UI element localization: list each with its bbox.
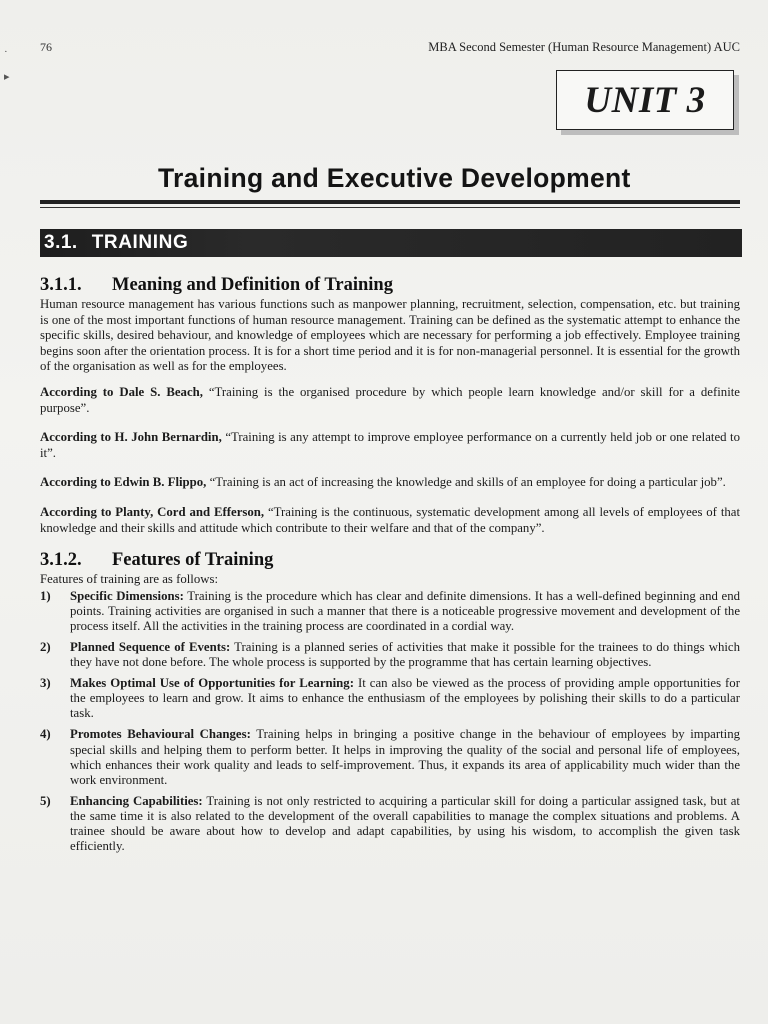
list-index: 5) <box>40 793 51 808</box>
list-description: Training is a planned series of activities that make it possible for the trainees to do things which they have not done before. The whole process is supported by the programme that has certain learning objectives. <box>70 640 740 670</box>
subsection-title: Features of Training <box>112 550 274 571</box>
list-text <box>70 640 740 670</box>
list-description: It can also be viewed as the process of providing ample opportunities for the employees to learn and grow. It aims to enhance the enthusiasm of the employees by polishing their skills to do a particular task. <box>70 676 740 721</box>
features-intro: Features of training are as follows: <box>40 572 219 587</box>
list-description: Training helps in bringing a positive change in the behaviour of employees by imparting special skills and helping them to perform better. It helps in improving the quality of the social and personal life of employees, which enhances their work quality and leads to self-improvement. Thus, it expands its area of applicability much wider than the work environment. <box>70 727 740 787</box>
features-list <box>40 589 740 855</box>
list-item <box>40 727 740 787</box>
list-item <box>40 640 740 670</box>
quote-author: According to Dale S. Beach, <box>40 384 203 399</box>
list-item <box>40 589 740 634</box>
quote-author: According to Edwin B. Flippo, <box>40 475 207 490</box>
subsection-heading-features <box>40 550 740 571</box>
list-text <box>70 589 740 634</box>
quote-text: “Training is an act of increasing the knowledge and skills of an employee for doing a particular job”. <box>206 475 726 490</box>
list-description: Training is not only restricted to acquiring a particular skill for doing a particular assigned task, but at the same time it is also related to the development of the overall capabilities to manage the complex situations and problems. A trainee should be aware about how to develop and adapt capabilities, by using his wisdom, to accomplish the given task efficiently. <box>70 793 740 854</box>
definition-quote <box>40 430 740 461</box>
quote-author: According to H. John Bernardin, <box>40 430 222 445</box>
list-term: Planned Sequence of Events: <box>70 640 231 654</box>
definition-quote <box>40 505 740 536</box>
body-paragraph: Human resource management has various functions such as manpower planning, recruitment, selection, compensation, etc. but training is one of the most important functions of human resource management. Training can be defined as the systematic attempt to enhance the specific skills, desired behaviour, and knowledge of employees which are necessary for performing a job effectively. Employee training begins soon after the orientation process. It is for a short time period and it is for non-managerial personnel. It is essential for the growth of the organisation as well as for the employees. <box>40 297 740 374</box>
unit-label: UNIT 3 <box>584 79 706 121</box>
title-rule-thick <box>40 200 740 204</box>
subsection-number: 3.1.2. <box>40 550 82 571</box>
quote-text: “Training is the continuous, systematic development among all levels of employees of that knowledge and their skills and attitude which contribute to their welfare and that of the company”. <box>40 504 741 535</box>
list-index: 1) <box>40 588 51 603</box>
list-term: Makes Optimal Use of Opportunities for Learning: <box>70 676 354 691</box>
margin-speck: · <box>4 46 8 58</box>
list-text <box>70 727 740 787</box>
quote-author: According to Planty, Cord and Efferson, <box>40 504 265 519</box>
section-number: 3.1. <box>44 232 78 253</box>
list-term: Promotes Behavioural Changes: <box>70 727 251 742</box>
subsection-title: Meaning and Definition of Training <box>112 275 393 295</box>
definition-quote <box>40 475 740 491</box>
subsection-number: 3.1.1. <box>40 275 82 295</box>
quote-text: “Training is any attempt to improve employee performance on a currently held job or one related to it”. <box>40 430 740 460</box>
list-item <box>40 794 740 854</box>
page-content <box>40 275 740 860</box>
list-index: 4) <box>40 727 51 742</box>
quote-text: “Training is the organised procedure by which people learn knowledge and/or skill for a definite purpose”. <box>40 384 740 415</box>
list-index: 3) <box>40 676 51 691</box>
definition-quote <box>40 385 740 416</box>
title-rule-thin <box>40 207 740 208</box>
list-text <box>70 676 740 721</box>
list-text <box>70 794 740 854</box>
page-number: 76 <box>40 40 52 54</box>
chapter-title: Training and Executive Development <box>158 163 631 193</box>
subsection-heading-meaning <box>40 275 740 296</box>
list-description: Training is the procedure which has clear and definite dimensions. It has a well-defined beginning and end points. Training activities are organised in such a manner that there is a noticeable progressive movement and development of the process itself. All the activities in the training process are coordinated in a cordial way. <box>70 588 740 633</box>
section-heading-bar <box>40 229 742 257</box>
running-header: MBA Second Semester (Human Resource Management) AUC <box>428 40 740 54</box>
list-item <box>40 676 740 721</box>
unit-box <box>556 70 734 130</box>
section-title: TRAINING <box>91 232 189 253</box>
list-term: Enhancing Capabilities: <box>70 793 203 808</box>
list-term: Specific Dimensions: <box>70 588 184 603</box>
margin-speck: ▸ <box>4 71 10 83</box>
list-index: 2) <box>40 640 51 654</box>
